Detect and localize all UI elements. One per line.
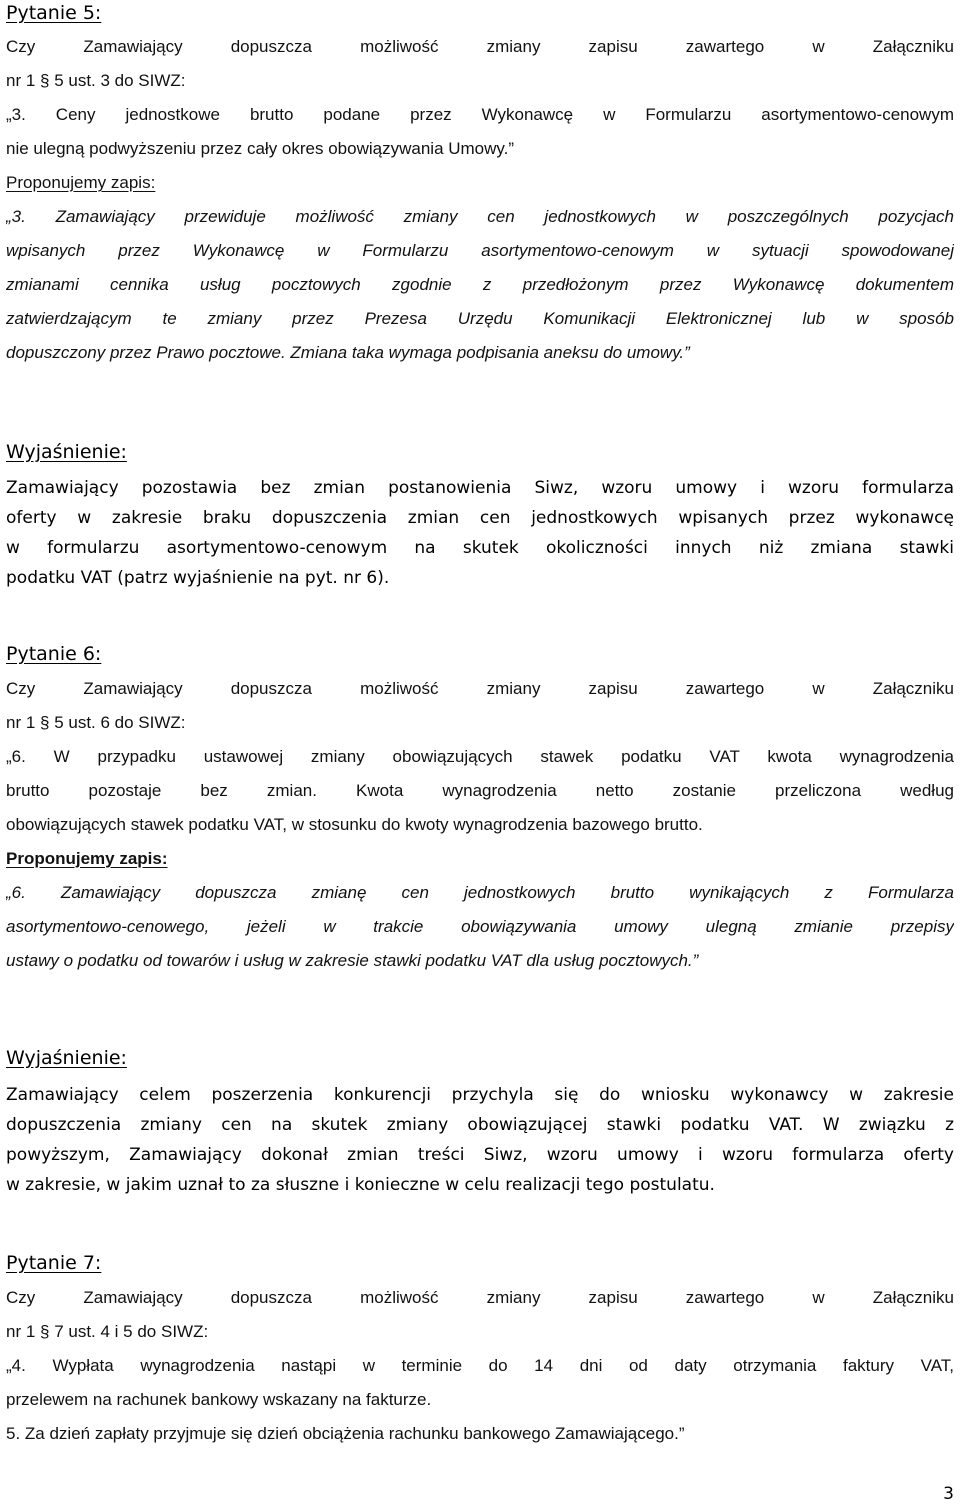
answer-5-text <box>6 473 954 593</box>
question-5-heading: Pytanie 5: <box>6 2 102 24</box>
q6-line: obowiązujących stawek podatku VAT, w stosunku do kwoty wynagrodzenia bazowego brutto. <box>6 815 703 834</box>
a6-line: powyższym, Zamawiający dokonał zmian treści Siwz, wzoru umowy i wzoru formularza oferty <box>6 1145 954 1165</box>
a5-line: podatku VAT (patrz wyjaśnienie na pyt. nr 6). <box>6 568 390 588</box>
q5-proposal-line: wpisanych przez Wykonawcę w Formularzu asortymentowo-cenowym w sytuacji spowodowanej <box>6 241 954 260</box>
q5-proposal-line: „3. Zamawiający przewiduje możliwość zmiany cen jednostkowych w poszczególnych pozycjach <box>6 207 954 226</box>
q5-proposal-label: Proponujemy zapis: <box>6 173 156 192</box>
q7-line: 5. Za dzień zapłaty przyjmuje się dzień obciążenia rachunku bankowego Zamawiającego.” <box>6 1424 685 1443</box>
answer-6-text <box>6 1080 954 1200</box>
q6-proposal-line: asortymentowo-cenowego, jeżeli w trakcie obowiązywania umowy ulegną zmianie przepisy <box>6 917 954 936</box>
q5-line: nr 1 § 5 ust. 3 do SIWZ: <box>6 71 186 90</box>
q7-line: przelewem na rachunek bankowy wskazany na fakturze. <box>6 1390 432 1409</box>
q7-line: nr 1 § 7 ust. 4 i 5 do SIWZ: <box>6 1322 209 1341</box>
q6-line: „6. W przypadku ustawowej zmiany obowiązujących stawek podatku VAT kwota wynagrodzenia <box>6 747 954 766</box>
answer-5-heading: Wyjaśnienie: <box>6 441 127 463</box>
a6-line: dopuszczenia zmiany cen na skutek zmiany obowiązującej stawki podatku VAT. W związku z <box>6 1115 954 1135</box>
page-number: 3 <box>943 1484 954 1504</box>
question-6-text <box>6 672 954 978</box>
q6-proposal-label: Proponujemy zapis: <box>6 849 168 868</box>
question-7-text <box>6 1281 954 1451</box>
a5-line: Zamawiający pozostawia bez zmian postanowienia Siwz, wzoru umowy i wzoru formularza <box>6 478 954 498</box>
q7-line: „4. Wypłata wynagrodzenia nastąpi w terminie do 14 dni od daty otrzymania faktury VAT, <box>6 1356 954 1375</box>
q6-line: brutto pozostaje bez zmian. Kwota wynagrodzenia netto zostanie przeliczona według <box>6 781 954 800</box>
q7-line: Czy Zamawiający dopuszcza możliwość zmiany zapisu zawartego w Załączniku <box>6 1288 954 1307</box>
a5-line: oferty w zakresie braku dopuszczenia zmian cen jednostkowych wpisanych przez wykonawcę <box>6 508 954 528</box>
q5-proposal-line: zmianami cennika usług pocztowych zgodnie z przedłożonym przez Wykonawcę dokumentem <box>6 275 954 294</box>
question-5-text <box>6 30 954 370</box>
q6-line: Czy Zamawiający dopuszcza możliwość zmiany zapisu zawartego w Załączniku <box>6 679 954 698</box>
a6-line: w zakresie, w jakim uznał to za słuszne i konieczne w celu realizacji tego postulatu. <box>6 1175 715 1195</box>
q6-proposal-line: ustawy o podatku od towarów i usług w zakresie stawki podatku VAT dla usług pocztowych.” <box>6 951 699 970</box>
q6-line: nr 1 § 5 ust. 6 do SIWZ: <box>6 713 186 732</box>
q5-line: Czy Zamawiający dopuszcza możliwość zmiany zapisu zawartego w Załączniku <box>6 37 954 56</box>
question-6-heading: Pytanie 6: <box>6 643 102 665</box>
q5-proposal-line: zatwierdzającym te zmiany przez Prezesa Urzędu Komunikacji Elektronicznej lub w sposób <box>6 309 954 328</box>
answer-6-heading: Wyjaśnienie: <box>6 1047 127 1069</box>
a6-line: Zamawiający celem poszerzenia konkurencji przychyla się do wniosku wykonawcy w zakresie <box>6 1085 954 1105</box>
q6-proposal-line: „6. Zamawiający dopuszcza zmianę cen jednostkowych brutto wynikających z Formularza <box>6 883 954 902</box>
a5-line: w formularzu asortymentowo-cenowym na skutek okoliczności innych niż zmiana stawki <box>6 538 954 558</box>
q5-proposal-line: dopuszczony przez Prawo pocztowe. Zmiana taka wymaga podpisania aneksu do umowy.” <box>6 343 690 362</box>
q5-line: „3. Ceny jednostkowe brutto podane przez Wykonawcę w Formularzu asortymentowo-cenowym <box>6 105 954 124</box>
question-7-heading: Pytanie 7: <box>6 1252 102 1274</box>
q5-line: nie ulegną podwyższeniu przez cały okres obowiązywania Umowy.” <box>6 139 515 158</box>
